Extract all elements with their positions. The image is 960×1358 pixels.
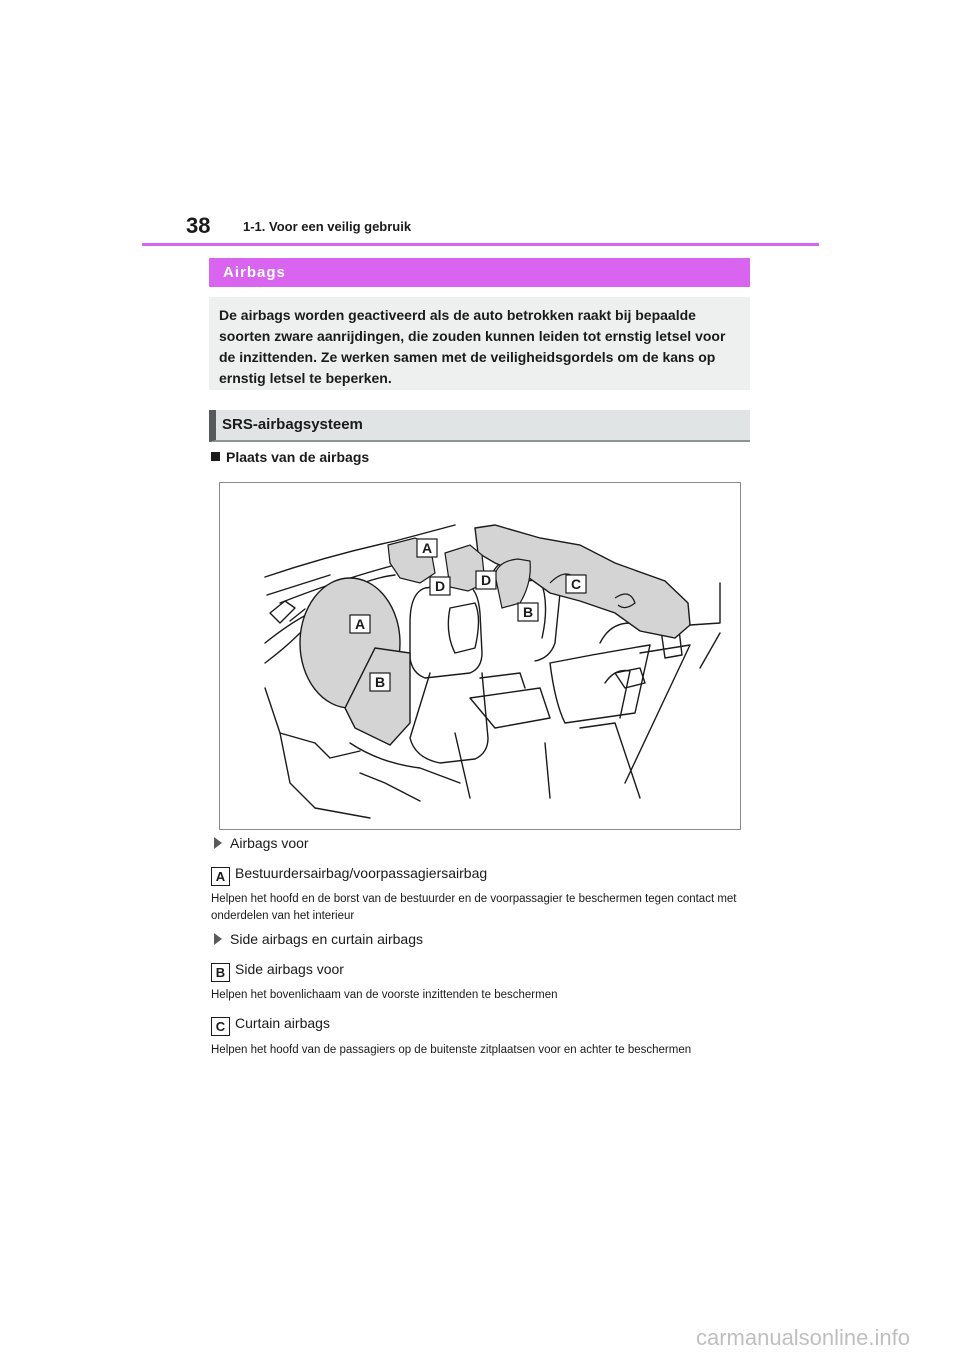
callout-label: A xyxy=(354,616,366,632)
item-heading-text: Plaats van de airbags xyxy=(226,449,370,465)
subsection-title-bar xyxy=(209,410,750,442)
legend-label-c xyxy=(211,1015,330,1036)
section-title: Airbags xyxy=(223,264,286,281)
car-interior-drawing xyxy=(220,483,740,829)
intro-box xyxy=(209,297,750,390)
letter-a-box: A xyxy=(211,867,230,886)
legend-desc-c: Helpen het hoofd van de passagiers op de buitenste zitplaatsen voor en achter te beschermen xyxy=(211,1044,692,1056)
running-head: 1-1. Voor een veilig gebruik xyxy=(243,219,412,234)
letter-b-box: B xyxy=(211,963,230,982)
legend-label-b xyxy=(211,961,344,982)
legend-desc-b: Helpen het bovenlichaam van de voorste inzittenden te beschermen xyxy=(211,989,558,1001)
callout-label: D xyxy=(480,572,492,588)
legend-label-a xyxy=(211,865,487,886)
legend-group-side-text: Side airbags en curtain airbags xyxy=(230,931,424,947)
airbag-location-illustration xyxy=(219,482,741,830)
page-number: 38 xyxy=(186,213,211,238)
section-title-bar xyxy=(209,258,750,287)
triangle-bullet-icon xyxy=(214,837,222,849)
subsection-title: SRS-airbagsysteem xyxy=(222,416,363,433)
legend-label-a-text: Bestuurdersairbag/voorpassagiersairbag xyxy=(235,865,488,881)
header-rule xyxy=(142,243,819,246)
legend-desc-a: Helpen het hoofd en de borst van de bestuurder en de voorpassagier te beschermen tegen contact met onderdelen van het interieur xyxy=(211,893,737,922)
callout-label: B xyxy=(522,604,534,620)
callout-label: A xyxy=(421,540,433,556)
legend-group-front xyxy=(214,835,309,851)
callout-label: D xyxy=(434,578,446,594)
letter-c-box: C xyxy=(211,1017,230,1036)
legend-label-b-text: Side airbags voor xyxy=(235,961,344,977)
legend-group-front-text: Airbags voor xyxy=(230,835,309,851)
square-bullet-icon xyxy=(211,452,220,461)
legend-label-c-text: Curtain airbags xyxy=(235,1015,330,1031)
legend-group-side xyxy=(214,931,423,947)
callout-label: B xyxy=(374,674,386,690)
watermark: carmanualsonline.info xyxy=(695,1325,910,1350)
triangle-bullet-icon xyxy=(214,933,222,945)
item-heading xyxy=(211,449,369,465)
callout-label: C xyxy=(570,576,582,592)
intro-text: De airbags worden geactiveerd als de auto betrokken raakt bij bepaalde soorten zware aanrijdingen, die zouden kunnen leiden tot ernstig letsel voor de inzittenden. Ze werken samen met de veiligheidsgordels om de kans op ernstig letsel te beperken. xyxy=(219,307,726,386)
